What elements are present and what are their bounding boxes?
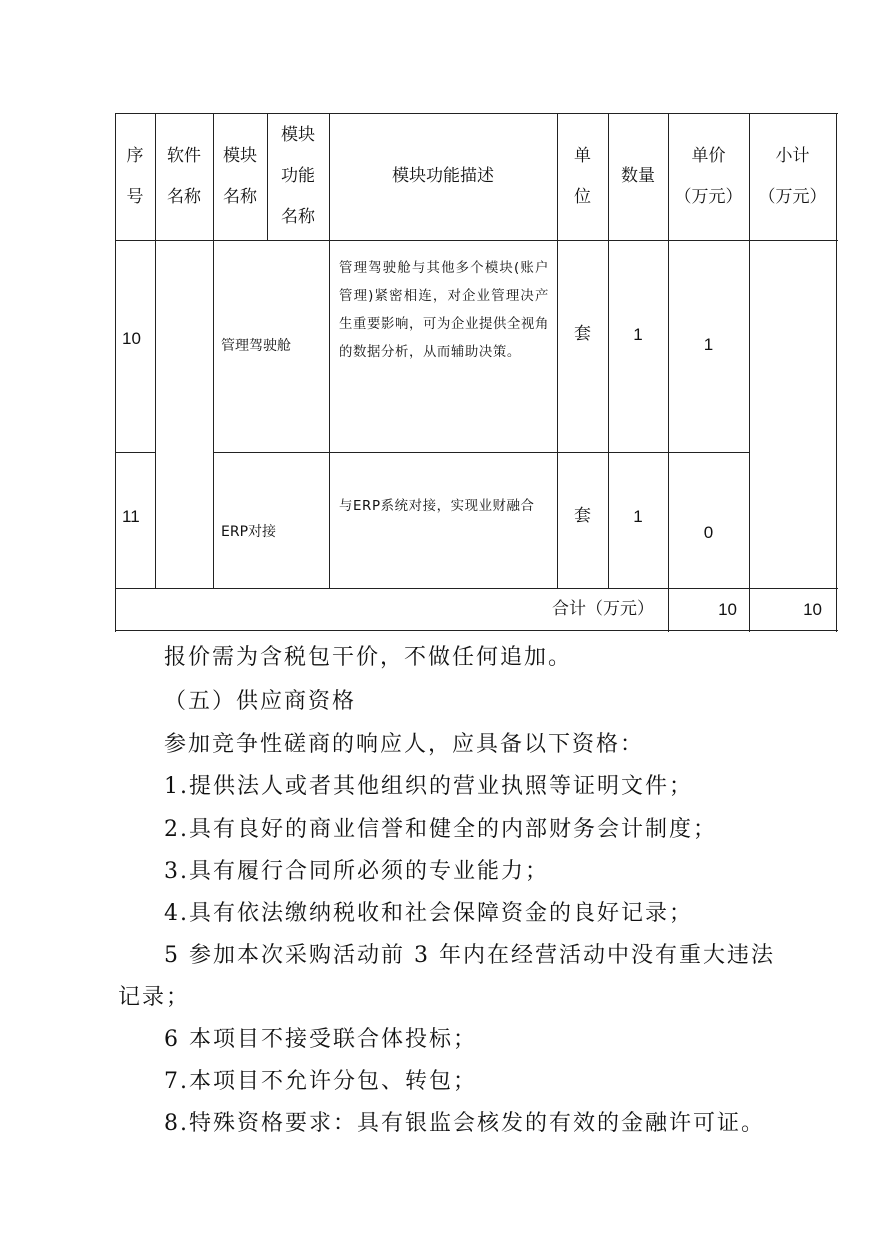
qualification-intro: 参加竞争性磋商的响应人，应具备以下资格：	[164, 732, 645, 757]
quotation-table	[115, 113, 838, 632]
header-software-name: 软件 名称	[167, 145, 201, 207]
section-heading: （五）供应商资格	[164, 689, 357, 714]
qualification-item: 7.本项目不允许分包、转包；	[164, 1069, 477, 1094]
table-row-unit: 套	[574, 323, 591, 344]
qualification-item: 6 本项目不接受联合体投标；	[164, 1027, 477, 1052]
qualification-item-continued: 记录；	[118, 985, 191, 1010]
total-unit-price: 10	[718, 599, 737, 619]
header-seq: 序 号	[126, 145, 144, 207]
price-note: 报价需为含税包干价，不做任何追加。	[164, 645, 573, 670]
qualification-item: 8.特殊资格要求：具有银监会核发的有效的金融许可证。	[164, 1111, 765, 1136]
qualification-item: 3.具有履行合同所必须的专业能力；	[164, 859, 549, 884]
table-rule	[115, 630, 838, 631]
header-subtotal: 小计 （万元）	[758, 145, 827, 207]
qualification-item: 1.提供法人或者其他组织的营业执照等证明文件；	[164, 774, 693, 799]
total-label: 合计（万元）	[552, 598, 654, 619]
header-unit: 单 位	[574, 145, 591, 207]
qualification-item: 5 参加本次采购活动前 3 年内在经营活动中没有重大违法	[164, 943, 775, 968]
table-row-seq: 10	[122, 328, 141, 348]
table-row-unit: 套	[574, 505, 591, 526]
table-row-unit-price: 1	[703, 334, 714, 354]
table-rule	[836, 113, 837, 632]
table-row-quantity: 1	[633, 506, 643, 526]
table-row-description: 管理驾驶舱与其他多个模块(账户管理)紧密相连，对企业管理决产生重要影响，可为企业提供全视角的数据分析，从而辅助决策。	[339, 261, 549, 360]
table-row-unit-price: 0	[703, 522, 714, 542]
header-description: 模块功能描述	[392, 166, 494, 186]
header-module-function-name: 模块 功能 名称	[281, 125, 315, 227]
qualification-item: 4.具有依法缴纳税收和社会保障资金的良好记录；	[164, 901, 693, 926]
table-row-quantity: 1	[633, 324, 643, 344]
qualification-item: 2.具有良好的商业信誉和健全的内部财务会计制度；	[164, 817, 717, 842]
total-subtotal: 10	[803, 599, 822, 619]
header-quantity: 数量	[621, 166, 655, 186]
header-module-name: 模块 名称	[223, 145, 257, 207]
table-row-description: 与ERP系统对接，实现业财融合	[339, 499, 535, 514]
table-row-module: ERP对接	[221, 523, 277, 540]
table-rule	[213, 452, 750, 453]
header-unit-price: 单价 （万元）	[674, 145, 743, 207]
table-row-seq: 11	[122, 506, 140, 526]
table-row-module: 管理驾驶舱	[221, 337, 291, 354]
